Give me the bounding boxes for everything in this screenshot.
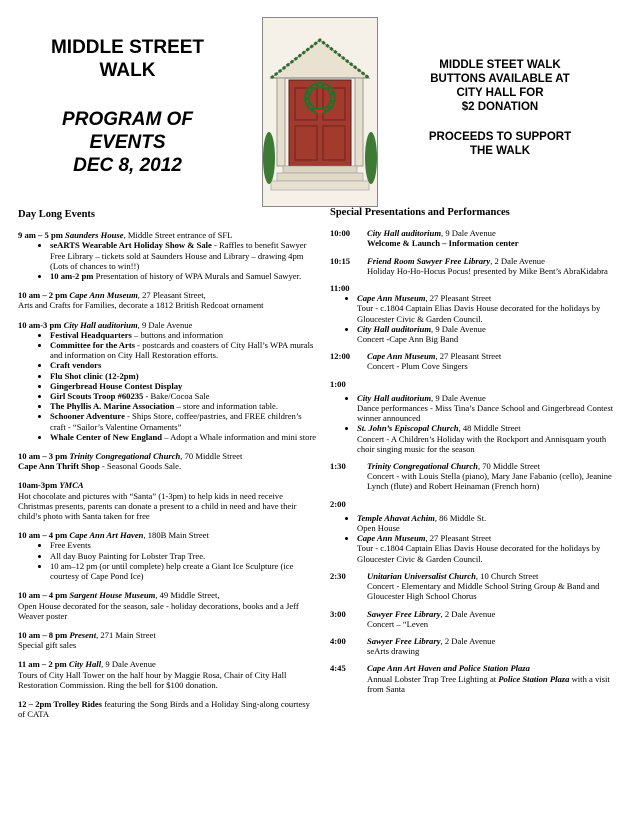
list-item: • Free Events [50,540,318,550]
event-venue: Cape Ann Art Haven [69,530,144,541]
event-description: Tour - c.1804 Captain Elias Davis House decorated for the holidays by Gloucester Civic & Garden Council. [357,543,601,564]
list-item [50,401,318,411]
event-list [18,240,318,281]
event-description [367,674,622,694]
event-description: Concert - A Children’s Holiday with the Rockport and Annisquam youth choir singing music for the season [357,433,607,454]
promo-line: BUTTONS AVAILABLE AT [430,73,570,85]
event-venue: YMCA [59,480,84,491]
list-item [357,393,622,424]
event-description: Welcome & Launch – Information center [367,238,519,249]
event-time: 10am-3pm [18,480,58,491]
event-address: , 271 Main Street [96,629,156,640]
event-venue: Cape Ann Museum [367,351,436,362]
button-promo [400,58,600,158]
schedule-row [330,663,622,694]
event-description: Tours of City Hall Tower on the half hour by Maggie Rosa, Chair of City Hall Restoration Commission. Ring the bell for $100 donation. [18,669,287,690]
event-venue: Trinity Congregational Church [69,451,181,462]
item-text: – Adopt a Whale information and mini store [162,431,317,442]
item-text: - Raffles to benefit Sawyer Free Library – tickets sold at Saunders House and Library – drawing 4pm (Lots of chances to win!!) [50,240,307,271]
event [18,590,318,621]
event-address: , 9 Dale Avenue [101,659,156,670]
program-title [20,108,235,177]
list-item [50,360,318,370]
schedule-row [330,351,622,371]
list-item [50,411,318,431]
section-heading: Day Long Events [18,209,96,220]
event-venue: Sawyer Free Library [367,608,441,619]
event-description: Holiday Ho-Ho-Hocus Pocus! presented by Mike Bent’s AbraKidabra [367,265,608,276]
schedule-row [330,571,622,602]
item-title: seARTS Wearable Art Holiday Show & Sale [50,240,212,251]
item-title: Gingerbread House Contest Display [50,380,183,391]
event-list [18,540,318,581]
event-address: , 70 Middle Street [477,461,541,472]
event-description: Hot chocolate and pictures with “Santa” (1-3pm) to help kids in need receive Christmas presents, parents can donate a present to a child in need and have their child’s photo with Santa taken for free [18,490,297,522]
event-venue: Cape Ann Museum [357,533,426,544]
event [18,290,318,310]
event-description: Concert - Elementary and Middle School String Group & Band and Gloucester High School Chorus [367,581,600,602]
item-text: - postcards and coasters of City Hall’s WPA murals and information on City Hall Restoration efforts. [50,340,314,361]
event-venue: City Hall auditorium [63,319,138,330]
event [18,530,318,581]
schedule-row [330,461,622,492]
event-venue: Trinity Congregational Church [367,461,478,472]
title-line: EVENTS [89,132,166,153]
item-title: Schooner Adventure [50,411,125,422]
item-title: Committee for the Arts [50,340,136,351]
event [18,320,318,442]
list-item [50,381,318,391]
schedule-time: 3:00 [330,608,346,619]
schedule-row [330,636,622,656]
event-address: , 9 Dale Avenue [431,323,486,334]
event-description: Concert - with Louis Stella (piano), Mary Jane Fabanio (cello), Jeanine Lynch (flute) and Robert Heinaman (French horn) [367,471,612,492]
list-item [357,533,622,564]
title-line: PROGRAM OF [62,109,193,130]
item-title: Cape Ann Thrift Shop [18,461,100,472]
event [18,699,318,719]
schedule-row [330,228,622,248]
event-description: featuring the Song Birds and a Holiday Sing-along courtesy of CATA [18,698,310,720]
item-text: – buttons and information [131,329,224,340]
title-line: WALK [99,60,156,81]
event-venue: City Hall auditorium [357,392,432,403]
description-text: Annual Lobster Trap Tree Lighting at [367,673,499,684]
schedule-time: 2:30 [330,570,346,581]
schedule-row [330,609,622,629]
event-address: , 70 Middle Street [180,451,243,462]
list-item [50,371,318,381]
item-text: - Bake/Cocoa Sale [143,391,210,402]
event-list [18,330,318,442]
item-text: Presentation of history of WPA Murals and Samuel Sawyer. [93,271,302,282]
list-item [50,432,318,442]
list-item [50,240,318,271]
event-venue: St. John’s Episcopal Church [357,423,459,434]
schedule-time: 1:00 [330,378,346,389]
event-description: Open House [357,523,400,534]
promo-line: MIDDLE STEET WALK [439,59,561,71]
event-address: , 27 Pleasant Street, [137,290,206,301]
event [18,659,318,690]
list-item [50,271,318,281]
event-time: 10 am-3 pm [18,319,62,330]
event-time: 10 am – 4 pm [18,590,68,601]
event-list [343,513,622,564]
title-line: MIDDLE STREET [50,37,205,58]
event-venue: Saunders House [65,230,124,241]
list-item: • All day Buoy Painting for Lobster Trap Tree. [50,551,318,561]
schedule-time: 1:30 [330,461,346,472]
event-venue: City Hall auditorium [357,323,432,334]
event [18,451,318,471]
event-time: 10 am – 3 pm [18,451,68,462]
event-venue: Friend Room Sawyer Free Library [367,255,491,266]
list-item [50,330,318,340]
list-item [357,513,622,533]
item-title: Craft vendors [50,360,102,371]
event-address: , 49 Middle Street, [155,590,220,601]
item-title: Festival Headquarters [50,329,132,340]
item-text: – store and information table. [174,401,278,412]
event-time: 11 am – 2 pm [18,659,67,670]
list-item [357,324,622,344]
schedule-row [330,256,622,276]
schedule-time: 2:00 [330,498,346,509]
promo-line: CITY HALL FOR [456,87,544,99]
event-venue: Cape Ann Art Haven and Police Station Plaza [367,663,530,674]
section-heading: Special Presentations and Performances [330,207,510,218]
day-long-events-column [18,210,318,728]
event-address: , 27 Pleasant Street [425,533,492,544]
event-description: Concert -Cape Ann Big Band [357,334,459,345]
item-title: The Phyllis A. Marine Association [50,401,175,412]
event-address: , 2 Dale Avenue [490,255,545,266]
event-venue: Present [69,629,97,640]
event [18,480,318,521]
item-title: Flu Shot clinic (12-2pm) [50,370,139,381]
promo-line: $2 DONATION [461,101,539,113]
promo-line: PROCEEDS TO SUPPORT [428,131,572,143]
schedule-time: 11:00 [330,283,350,294]
schedule-row [330,379,622,454]
event-description: Tour - c.1804 Captain Elias Davis House decorated for the holidays by Gloucester Civic & Garden Council. [357,303,601,324]
page-title [20,36,235,82]
event [18,230,318,281]
event-venue: Cape Ann Museum [357,293,426,304]
schedule-time: 10:00 [330,228,351,239]
item-title: Whale Center of New England [50,431,163,442]
special-presentations-column [330,208,622,701]
event-address: , 2 Dale Avenue [440,608,496,619]
description-text: with a visit from Santa [367,673,610,694]
event-description: Dance performances - Miss Tina’s Dance School and Gingerbread Contest winner announced [357,403,614,424]
event-time: 10 am – 8 pm [18,629,68,640]
schedule-time: 12:00 [330,351,351,362]
event-time: 10 am – 4 pm [18,530,68,541]
event-address: , 27 Pleasant Street [435,351,502,362]
description-venue: Police Station Plaza [498,673,570,684]
event-address: , 180B Main Street [143,530,209,541]
event-description: Open House decorated for the season, sale - holiday decorations, books and a Jeff Weaver poster [18,600,299,621]
event-address: , 10 Church Street [475,570,539,581]
event [18,630,318,650]
schedule-time: 10:15 [330,255,351,266]
schedule-row [330,283,622,344]
event-venue: Temple Ahavat Achim [357,512,435,523]
item-title: Girl Scouts Troop #60235 [50,391,144,402]
event-time: 9 am – 5 pm [18,230,63,241]
event-address: , 48 Middle Street [458,423,521,434]
event-address: , 86 Middle St. [434,512,487,523]
promo-line: THE WALK [469,145,531,157]
event-venue: Unitarian Universalist Church [367,570,476,581]
event-venue: City Hall auditorium [367,228,442,239]
event-venue: Sawyer Free Library [367,635,441,646]
event-address: , 2 Dale Avenue [440,635,496,646]
event-list [343,293,622,344]
schedule-time: 4:45 [330,663,346,674]
event-address: , 27 Pleasant Street [425,293,492,304]
event-address: , 9 Dale Avenue [137,319,193,330]
event-venue: City Hall [68,659,102,670]
event-list [343,393,622,454]
event-description: Special gift sales [18,640,77,651]
item-title: 10 am-2 pm [50,271,94,282]
event-address: , Middle Street entrance of SFL [123,230,233,241]
list-item [50,340,318,360]
event-description: Arts and Crafts for Families, decorate a 1812 British Redcoat ornament [18,300,264,311]
event-address: , 9 Dale Avenue [441,228,496,239]
schedule-row [330,499,622,564]
event-address: , 9 Dale Avenue [431,392,486,403]
schedule-time: 4:00 [330,635,346,646]
event-description: Concert – “Leven [367,618,429,629]
event-description: Concert - Plum Cove Singers [367,361,468,372]
event-venue: Sargent House Museum [69,590,156,601]
title-line: DEC 8, 2012 [73,155,182,176]
event-description: seArts drawing [367,646,420,657]
event-time: 12 – 2pm Trolley Rides [18,698,103,709]
event-venue: Cape Ann Museum [69,290,138,301]
list-item [357,423,622,454]
door-wreath-illustration [262,17,378,207]
list-item [50,391,318,401]
list-item: • 10 am–12 pm (or until complete) help create a Giant Ice Sculpture (ice courtesy of Cape Pond Ice) [50,561,318,581]
item-text: - Ships Store, coffee/pastries, and FREE children’s craft - “Sailor’s Valentine Ornaments” [50,411,302,432]
list-item [357,293,622,324]
item-text: - Seasonal Goods Sale. [99,461,182,472]
event-time: 10 am – 2 pm [18,290,68,301]
